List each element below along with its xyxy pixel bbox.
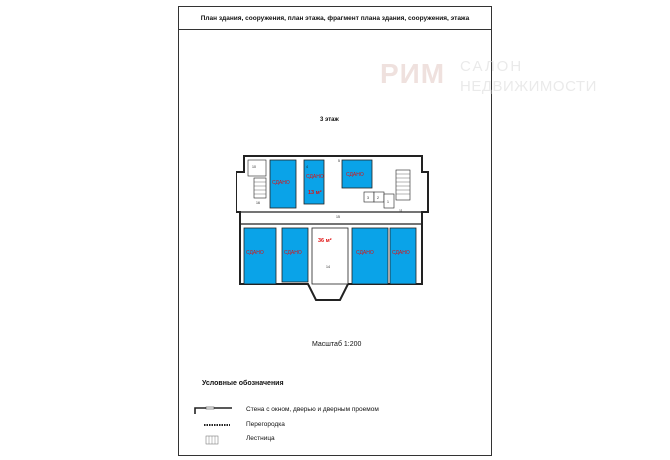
floor-plan bbox=[236, 154, 430, 304]
room-number: 16 bbox=[256, 201, 260, 205]
stairs bbox=[254, 178, 266, 198]
room-number: 2 bbox=[377, 196, 379, 200]
room-number: 3 bbox=[367, 196, 369, 200]
area-label-small: 13 м² bbox=[308, 190, 322, 196]
room-number: 14 bbox=[326, 265, 330, 269]
rented-label: СДАНО bbox=[306, 174, 324, 180]
partition-symbol-icon bbox=[194, 421, 234, 429]
room-rented bbox=[352, 228, 388, 284]
sheet-title: План здания, сооружения, план этажа, фрагмент плана здания, сооружения, этажа bbox=[179, 7, 491, 30]
room-rented bbox=[390, 228, 416, 284]
room-number: 15 bbox=[336, 215, 340, 219]
room-number: 10 bbox=[252, 165, 256, 169]
legend-title: Условные обозначения bbox=[202, 380, 284, 387]
room-small bbox=[248, 160, 266, 176]
rented-label: СДАНО bbox=[284, 250, 302, 256]
room-small bbox=[364, 192, 374, 202]
room-free bbox=[312, 228, 348, 284]
room-number: 11 bbox=[399, 209, 403, 213]
room-number: 1 bbox=[387, 200, 389, 204]
legend-label: Стена с окном, дверью и дверным проемом bbox=[246, 406, 379, 413]
room-number: 5 bbox=[338, 159, 340, 163]
watermark-logo-text: РИМ bbox=[380, 58, 446, 89]
room-number: 4 bbox=[306, 165, 308, 169]
room-small bbox=[374, 192, 384, 202]
floor-label: 3 этаж bbox=[320, 117, 339, 123]
legend-item-stairs bbox=[194, 435, 275, 447]
legend-label: Перегородка bbox=[246, 421, 285, 428]
room-rented bbox=[244, 228, 276, 284]
stairs bbox=[396, 170, 410, 200]
rented-label: СДАНО bbox=[346, 172, 364, 178]
watermark-line2: НЕДВИЖИМОСТИ bbox=[460, 78, 597, 95]
legend-label: Лестница bbox=[246, 435, 275, 442]
legend-item-partition bbox=[194, 421, 285, 431]
scale-label: Масштаб 1:200 bbox=[312, 341, 362, 348]
rented-label: СДАНО bbox=[246, 250, 264, 256]
watermark-line1: САЛОН bbox=[460, 58, 524, 75]
legend-item-wall bbox=[194, 406, 379, 418]
rented-label: СДАНО bbox=[272, 180, 290, 186]
area-label-large: 36 м² bbox=[318, 238, 332, 244]
wall-symbol-icon bbox=[194, 406, 234, 416]
room-small bbox=[384, 194, 394, 208]
stairs-symbol-icon bbox=[194, 435, 234, 445]
rented-label: СДАНО bbox=[392, 250, 410, 256]
rented-label: СДАНО bbox=[356, 250, 374, 256]
